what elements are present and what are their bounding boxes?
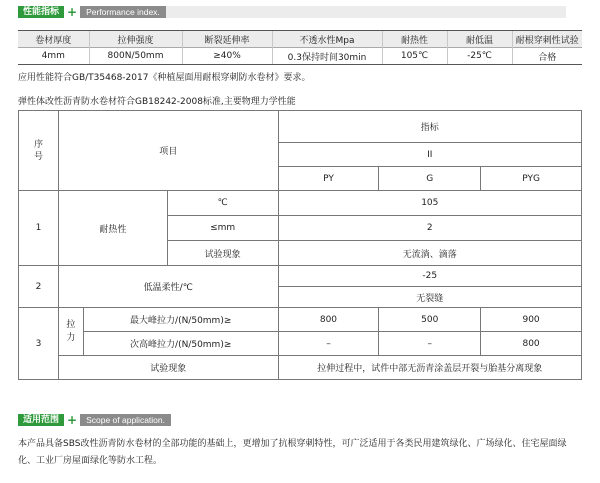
- row-name: 耐热性: [58, 191, 167, 266]
- performance-header-row: [18, 31, 582, 48]
- standard-note-2: 弹性体改性沥青防水卷材符合GB18242-2008标准,主要物理力学性能: [18, 97, 296, 107]
- performance-section-header: [18, 6, 566, 18]
- second-force-value: 800: [481, 332, 582, 356]
- application-title-cn: 适用范围: [18, 414, 64, 426]
- perf-value-cell: 4mm: [18, 48, 89, 65]
- performance-table: [18, 30, 582, 65]
- second-force-value: –: [379, 332, 481, 356]
- application-text: 本产品具备SBS改性沥青防水卷材的全部功能的基础上，更增加了抗根穿刺特性，可广泛适用于各类民用建筑绿化、广场绿化、住宅屋面绿化、工业厂房屋面绿化等防水工程。: [18, 439, 567, 466]
- type-header: PY: [278, 167, 379, 191]
- row-number: 2: [19, 266, 59, 308]
- application-section-header: [18, 414, 171, 426]
- max-force-value: 900: [481, 308, 582, 332]
- performance-title-en: Performance index.: [80, 6, 166, 18]
- row2-value1: -25: [278, 266, 581, 287]
- perf-header-cell: 拉伸强度: [89, 31, 182, 48]
- seq-header: 序 号: [19, 111, 59, 191]
- tension-group: 拉 力: [58, 308, 83, 356]
- second-force-label: 次高峰拉力/(N/50mm)≥: [83, 332, 278, 356]
- perf-value-cell: 0.3保持时间30min: [272, 48, 382, 65]
- row2-value2: 无裂缝: [278, 287, 581, 308]
- observation-label: 试验现象: [58, 356, 278, 380]
- performance-value-row: [18, 48, 582, 65]
- perf-value-cell: 800N/50mm: [89, 48, 182, 65]
- performance-title-cn: 性能指标: [18, 6, 64, 18]
- item-header: 项目: [58, 111, 278, 191]
- row-number: 1: [19, 191, 59, 266]
- standard-note-1: 应用性能符合GB/T35468-2017《种植屋面用耐根穿刺防水卷材》要求。: [18, 73, 311, 83]
- perf-value-cell: 105℃: [382, 48, 447, 65]
- type-header: G: [379, 167, 481, 191]
- sub-label: ≤mm: [167, 216, 278, 241]
- plus-icon: +: [67, 5, 78, 19]
- sub-value: 2: [278, 216, 581, 241]
- row-name: 低温柔性/℃: [58, 266, 278, 308]
- perf-value-cell: -25℃: [447, 48, 512, 65]
- application-title-en: Scope of application.: [80, 414, 171, 426]
- sub-value: 105: [278, 191, 581, 216]
- perf-header-cell: 卷材厚度: [18, 31, 89, 48]
- perf-header-cell: 耐低温: [447, 31, 512, 48]
- plus-icon: +: [67, 413, 78, 427]
- index-header: 指标: [278, 111, 581, 143]
- perf-value-cell: ≥40%: [182, 48, 272, 65]
- max-force-value: 500: [379, 308, 481, 332]
- max-force-value: 800: [278, 308, 379, 332]
- perf-header-cell: 断裂延伸率: [182, 31, 272, 48]
- perf-value-cell: 合格: [512, 48, 582, 65]
- sub-value: 无流淌、滴落: [278, 241, 581, 266]
- grade-header: II: [278, 143, 581, 167]
- second-force-value: –: [278, 332, 379, 356]
- observation-value: 拉伸过程中，试件中部无沥青涂盖层开裂与胎基分离现象: [278, 356, 581, 380]
- spec-table: [18, 110, 582, 380]
- type-header: PYG: [481, 167, 582, 191]
- sub-label: ℃: [167, 191, 278, 216]
- max-force-label: 最大峰拉力/(N/50mm)≥: [83, 308, 278, 332]
- perf-header-cell: 耐热性: [382, 31, 447, 48]
- row-number: 3: [19, 308, 59, 380]
- perf-header-cell: 不透水性Mpa: [272, 31, 382, 48]
- sub-label: 试验现象: [167, 241, 278, 266]
- perf-header-cell: 耐根穿刺性试验: [512, 31, 582, 48]
